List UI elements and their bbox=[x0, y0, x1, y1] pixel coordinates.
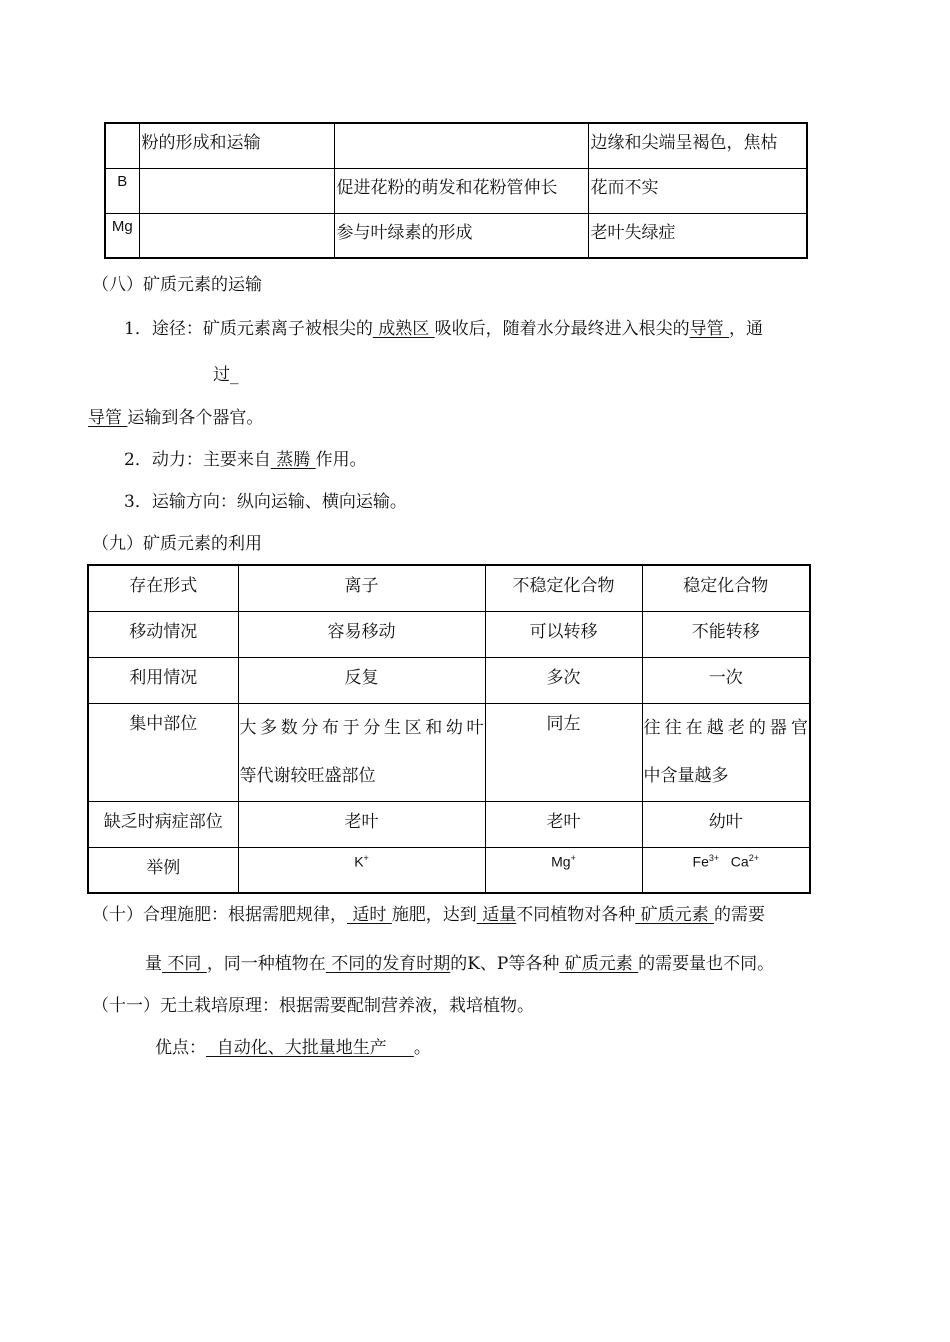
text: 的需要量也不同。 bbox=[638, 954, 775, 974]
nutrient-table bbox=[104, 122, 808, 259]
table-cell: 同左 bbox=[485, 703, 642, 801]
table-row bbox=[88, 801, 810, 847]
table-cell: 集中部位 bbox=[88, 703, 238, 801]
answer-blank: 自动化、大批量地生产 bbox=[206, 1038, 414, 1058]
answer-blank: 导管 bbox=[88, 408, 128, 428]
text: 施肥，达到 bbox=[391, 905, 477, 925]
text: 运输到各个器官。 bbox=[127, 408, 264, 428]
table-cell bbox=[334, 123, 588, 168]
table-cell bbox=[238, 847, 485, 893]
table-cell bbox=[105, 123, 139, 168]
table-cell: 花而不实 bbox=[588, 168, 807, 213]
table-row bbox=[88, 611, 810, 657]
table-cell: 老叶失绿症 bbox=[588, 213, 807, 258]
answer-blank: 不同的发育时期 bbox=[325, 954, 451, 974]
table-cell: 移动情况 bbox=[88, 611, 238, 657]
text: 作用。 bbox=[315, 450, 367, 470]
table-cell: 粉的形成和运输 bbox=[139, 123, 334, 168]
cell-line: 大多数分布于分生区和幼叶 bbox=[239, 717, 484, 738]
table-cell: 一次 bbox=[642, 657, 810, 703]
utilization-table bbox=[87, 564, 811, 894]
table-cell: 缺乏时病症部位 bbox=[88, 801, 238, 847]
table-row bbox=[88, 657, 810, 703]
table-row bbox=[105, 123, 807, 168]
ion-charge: 3+ bbox=[708, 852, 720, 863]
table-row bbox=[88, 565, 810, 611]
paragraph-force bbox=[124, 445, 367, 470]
table-cell bbox=[642, 703, 810, 801]
answer-blank: 成熟区 bbox=[372, 319, 435, 339]
cell-line: 往往在越老的器官 bbox=[643, 717, 808, 738]
table-cell: 利用情况 bbox=[88, 657, 238, 703]
ion-symbol: Ca bbox=[730, 853, 749, 870]
ion-charge: + bbox=[570, 852, 576, 863]
text: 优点： bbox=[155, 1038, 206, 1058]
section-title: （八）矿质元素的运输 bbox=[92, 275, 262, 295]
table-cell bbox=[139, 213, 334, 258]
answer-blank: 适时 bbox=[347, 905, 392, 925]
text: 。 bbox=[413, 1038, 431, 1058]
table-row bbox=[105, 168, 807, 213]
answer-blank: 矿质元素 bbox=[635, 905, 715, 925]
text: ，通 bbox=[729, 319, 764, 339]
answer-blank: 矿质元素 bbox=[559, 954, 639, 974]
table-cell bbox=[139, 168, 334, 213]
table-cell: 参与叶绿素的形成 bbox=[334, 213, 588, 258]
section-title: （十一）无土栽培原理：根据需要配制营养液，栽培植物。 bbox=[92, 996, 534, 1016]
text: 过_ bbox=[213, 365, 239, 385]
section-title: （九）矿质元素的利用 bbox=[92, 534, 262, 554]
table-cell: Mg bbox=[105, 213, 139, 258]
paragraph-pathway-cont bbox=[88, 403, 263, 428]
table-cell: 老叶 bbox=[485, 801, 642, 847]
text: 1．途径：矿质元素离子被根尖的 bbox=[124, 319, 373, 339]
table-cell: 稳定化合物 bbox=[642, 565, 810, 611]
ion-charge: 2+ bbox=[748, 852, 759, 863]
ion-charge: + bbox=[363, 852, 369, 863]
table-cell: 离子 bbox=[238, 565, 485, 611]
ion-symbol: Mg bbox=[551, 853, 571, 870]
table-row bbox=[88, 703, 810, 801]
table-cell: 存在形式 bbox=[88, 565, 238, 611]
table-cell: 促进花粉的萌发和花粉管伸长 bbox=[334, 168, 588, 213]
text: 不同植物对各种 bbox=[516, 905, 636, 925]
cell-line: 中含量越多 bbox=[643, 765, 729, 786]
ion-symbol: Fe bbox=[692, 853, 709, 870]
table-cell: 反复 bbox=[238, 657, 485, 703]
table-row bbox=[88, 847, 810, 893]
answer-blank: 导管 bbox=[689, 319, 730, 339]
text: 的需要 bbox=[714, 905, 766, 925]
text: 吸收后，随着水分最终进入根尖的 bbox=[434, 319, 690, 339]
table-cell: 幼叶 bbox=[642, 801, 810, 847]
table-cell: 可以转移 bbox=[485, 611, 642, 657]
table-cell: 举例 bbox=[88, 847, 238, 893]
paragraph-advantage bbox=[155, 1033, 431, 1058]
table-cell: 老叶 bbox=[238, 801, 485, 847]
paragraph-pathway bbox=[124, 314, 763, 339]
text: 的K、P等各种 bbox=[450, 954, 560, 974]
text: ，同一种植物在 bbox=[206, 954, 326, 974]
table-cell: 不稳定化合物 bbox=[485, 565, 642, 611]
answer-blank: 适量 bbox=[476, 905, 517, 925]
table-row bbox=[105, 213, 807, 258]
table-cell: 多次 bbox=[485, 657, 642, 703]
table-cell: B bbox=[105, 168, 139, 213]
table-cell: 容易移动 bbox=[238, 611, 485, 657]
table-cell: 边缘和尖端呈褐色，焦枯 bbox=[588, 123, 807, 168]
table-cell bbox=[238, 703, 485, 801]
text: 量 bbox=[145, 954, 162, 974]
paragraph-direction: 3．运输方向：纵向运输、横向运输。 bbox=[124, 492, 407, 512]
text: 2．动力：主要来自 bbox=[124, 450, 271, 470]
answer-blank: 不同 bbox=[162, 954, 207, 974]
table-cell: 不能转移 bbox=[642, 611, 810, 657]
cell-line: 等代谢较旺盛部位 bbox=[239, 765, 376, 786]
paragraph-fertilization bbox=[92, 900, 765, 925]
table-cell bbox=[642, 847, 810, 893]
answer-blank: 蒸腾 bbox=[270, 450, 316, 470]
paragraph-fertilization-cont bbox=[145, 949, 774, 974]
table-cell bbox=[485, 847, 642, 893]
ion-symbol: K bbox=[354, 853, 364, 870]
text: （十）合理施肥：根据需肥规律， bbox=[92, 905, 347, 925]
